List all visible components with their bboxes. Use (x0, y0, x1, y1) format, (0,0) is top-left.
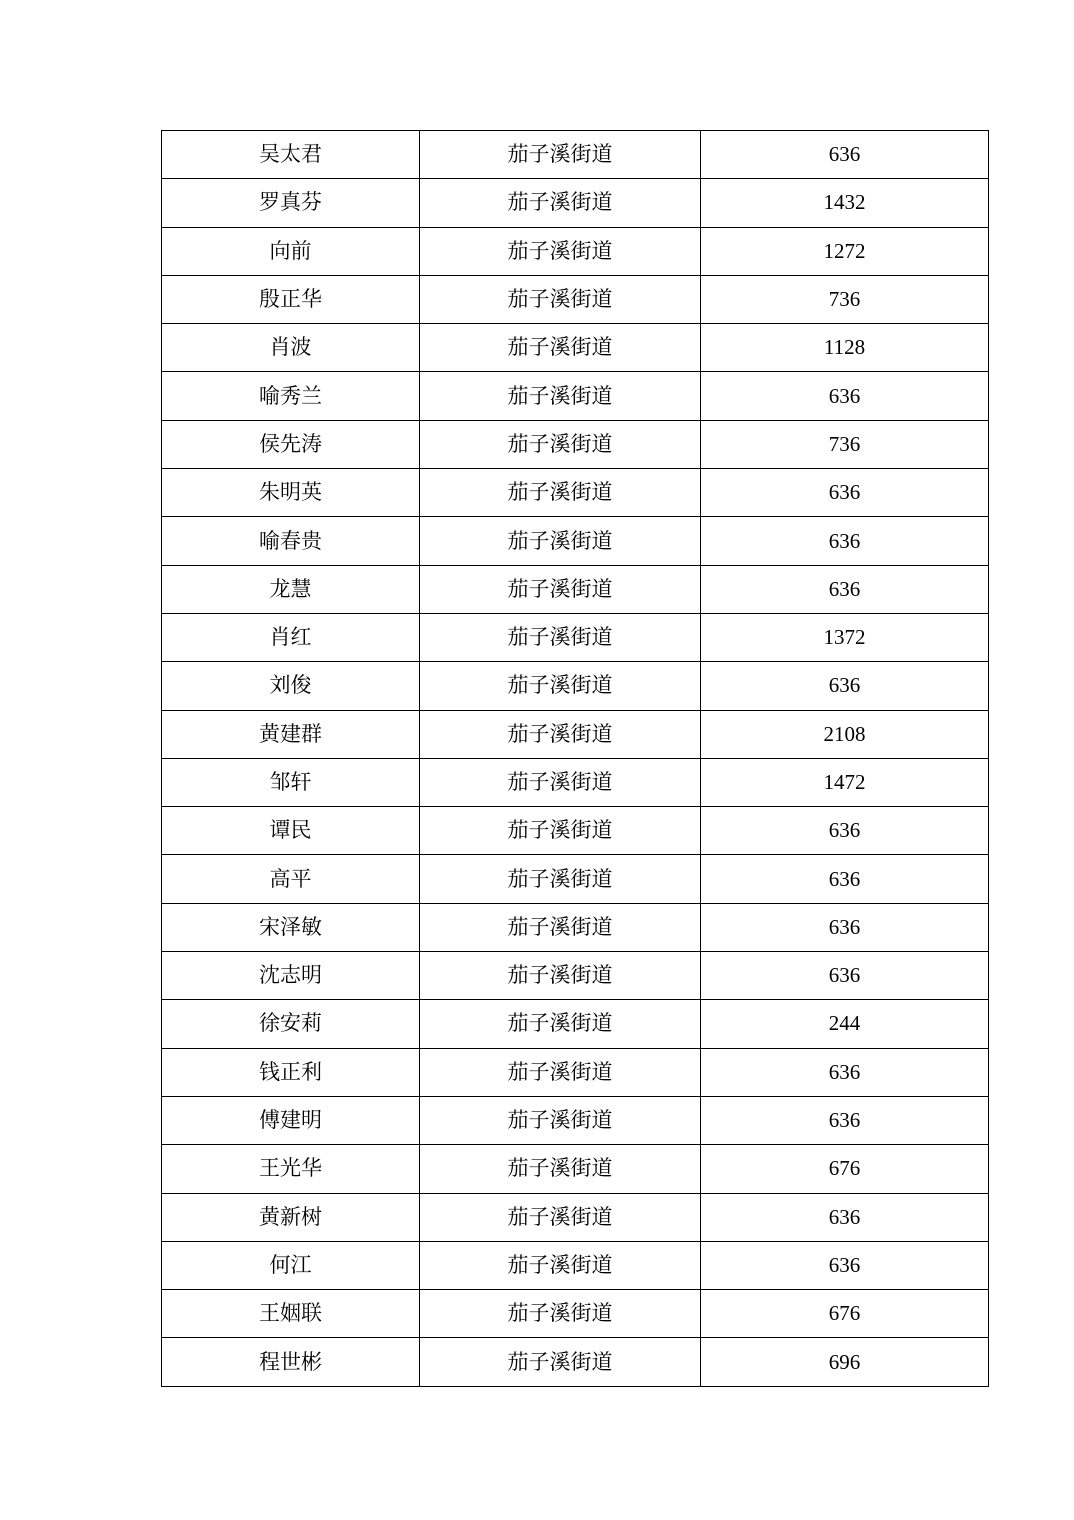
street-cell: 茄子溪街道 (420, 1241, 701, 1289)
amount-cell: 244 (701, 1000, 989, 1048)
amount-cell: 1432 (701, 179, 989, 227)
name-cell: 黄建群 (162, 710, 420, 758)
name-cell: 向前 (162, 227, 420, 275)
roster-table-body (162, 131, 989, 1387)
table-row (162, 1290, 989, 1338)
table-row (162, 324, 989, 372)
name-cell: 刘俊 (162, 662, 420, 710)
amount-cell: 636 (701, 1096, 989, 1144)
name-cell: 喻秀兰 (162, 372, 420, 420)
table-row (162, 1096, 989, 1144)
amount-cell: 2108 (701, 710, 989, 758)
table-row (162, 179, 989, 227)
amount-cell: 1472 (701, 758, 989, 806)
name-cell: 沈志明 (162, 952, 420, 1000)
amount-cell: 636 (701, 565, 989, 613)
name-cell: 宋泽敏 (162, 903, 420, 951)
table-row (162, 372, 989, 420)
amount-cell: 676 (701, 1145, 989, 1193)
table-row (162, 807, 989, 855)
street-cell: 茄子溪街道 (420, 952, 701, 1000)
table-row (162, 952, 989, 1000)
name-cell: 殷正华 (162, 275, 420, 323)
amount-cell: 1372 (701, 613, 989, 661)
table-row (162, 903, 989, 951)
street-cell: 茄子溪街道 (420, 227, 701, 275)
street-cell: 茄子溪街道 (420, 517, 701, 565)
amount-cell: 636 (701, 1193, 989, 1241)
street-cell: 茄子溪街道 (420, 758, 701, 806)
name-cell: 喻春贵 (162, 517, 420, 565)
table-row (162, 662, 989, 710)
street-cell: 茄子溪街道 (420, 372, 701, 420)
amount-cell: 636 (701, 903, 989, 951)
street-cell: 茄子溪街道 (420, 807, 701, 855)
name-cell: 钱正利 (162, 1048, 420, 1096)
name-cell: 黄新树 (162, 1193, 420, 1241)
table-row (162, 613, 989, 661)
street-cell: 茄子溪街道 (420, 855, 701, 903)
name-cell: 徐安莉 (162, 1000, 420, 1048)
street-cell: 茄子溪街道 (420, 1096, 701, 1144)
table-row (162, 469, 989, 517)
name-cell: 吴太君 (162, 131, 420, 179)
amount-cell: 736 (701, 275, 989, 323)
amount-cell: 636 (701, 517, 989, 565)
street-cell: 茄子溪街道 (420, 565, 701, 613)
street-cell: 茄子溪街道 (420, 420, 701, 468)
amount-cell: 1128 (701, 324, 989, 372)
amount-cell: 636 (701, 1241, 989, 1289)
table-row (162, 1338, 989, 1386)
name-cell: 肖波 (162, 324, 420, 372)
name-cell: 邹轩 (162, 758, 420, 806)
street-cell: 茄子溪街道 (420, 1048, 701, 1096)
name-cell: 高平 (162, 855, 420, 903)
amount-cell: 1272 (701, 227, 989, 275)
street-cell: 茄子溪街道 (420, 1000, 701, 1048)
table-row (162, 1048, 989, 1096)
roster-table (161, 130, 989, 1387)
table-row (162, 131, 989, 179)
street-cell: 茄子溪街道 (420, 179, 701, 227)
street-cell: 茄子溪街道 (420, 324, 701, 372)
name-cell: 肖红 (162, 613, 420, 661)
name-cell: 程世彬 (162, 1338, 420, 1386)
amount-cell: 636 (701, 952, 989, 1000)
table-row (162, 758, 989, 806)
amount-cell: 636 (701, 131, 989, 179)
street-cell: 茄子溪街道 (420, 275, 701, 323)
name-cell: 傅建明 (162, 1096, 420, 1144)
table-row (162, 517, 989, 565)
street-cell: 茄子溪街道 (420, 131, 701, 179)
street-cell: 茄子溪街道 (420, 662, 701, 710)
amount-cell: 636 (701, 469, 989, 517)
table-row (162, 710, 989, 758)
street-cell: 茄子溪街道 (420, 710, 701, 758)
amount-cell: 636 (701, 807, 989, 855)
name-cell: 侯先涛 (162, 420, 420, 468)
amount-cell: 676 (701, 1290, 989, 1338)
street-cell: 茄子溪街道 (420, 1290, 701, 1338)
amount-cell: 636 (701, 855, 989, 903)
street-cell: 茄子溪街道 (420, 1145, 701, 1193)
table-row (162, 565, 989, 613)
amount-cell: 636 (701, 662, 989, 710)
amount-cell: 636 (701, 372, 989, 420)
amount-cell: 736 (701, 420, 989, 468)
table-row (162, 1000, 989, 1048)
name-cell: 谭民 (162, 807, 420, 855)
name-cell: 罗真芬 (162, 179, 420, 227)
amount-cell: 696 (701, 1338, 989, 1386)
street-cell: 茄子溪街道 (420, 903, 701, 951)
table-row (162, 275, 989, 323)
name-cell: 龙慧 (162, 565, 420, 613)
name-cell: 王光华 (162, 1145, 420, 1193)
table-row (162, 420, 989, 468)
street-cell: 茄子溪街道 (420, 613, 701, 661)
amount-cell: 636 (701, 1048, 989, 1096)
table-row (162, 227, 989, 275)
table-row (162, 855, 989, 903)
street-cell: 茄子溪街道 (420, 469, 701, 517)
name-cell: 朱明英 (162, 469, 420, 517)
name-cell: 王姻联 (162, 1290, 420, 1338)
table-row (162, 1145, 989, 1193)
table-row (162, 1241, 989, 1289)
street-cell: 茄子溪街道 (420, 1338, 701, 1386)
name-cell: 何江 (162, 1241, 420, 1289)
street-cell: 茄子溪街道 (420, 1193, 701, 1241)
table-row (162, 1193, 989, 1241)
